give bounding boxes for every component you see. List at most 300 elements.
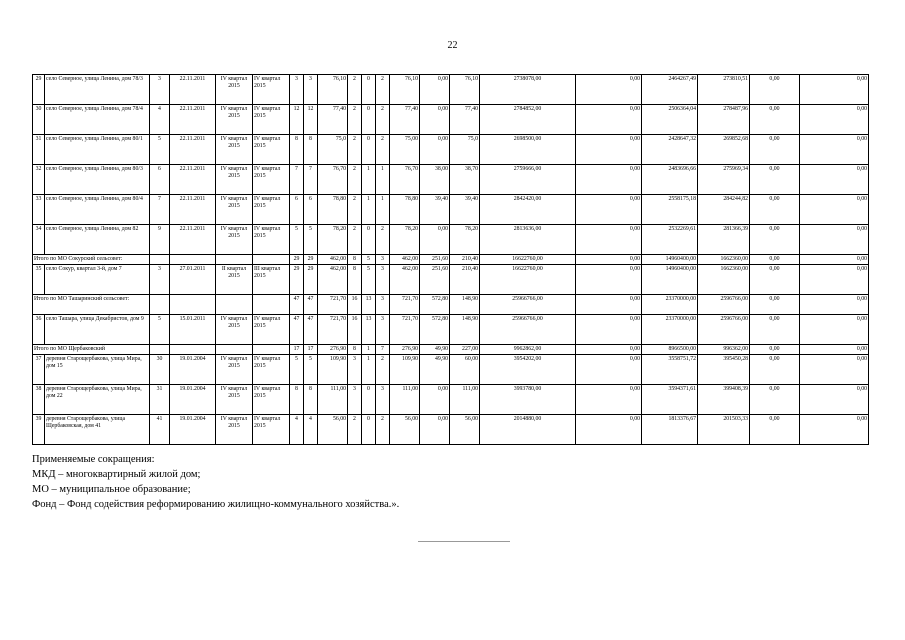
abbreviation-fund: Фонд – Фонд содействия реформированию жилищно-коммунального хозяйства.». bbox=[32, 498, 400, 510]
table-cell: 38 bbox=[33, 385, 45, 415]
subtotal-row bbox=[33, 255, 869, 265]
subtotal-cell: 276,90 bbox=[318, 345, 348, 355]
page-number: 22 bbox=[447, 40, 458, 51]
table-cell: 2738078,00 bbox=[480, 75, 576, 105]
table-cell: 76,10 bbox=[318, 75, 348, 105]
table-cell: деревня Старощербакова, улица Щербаковская, дом 41 bbox=[45, 415, 150, 445]
table-cell: 0,00 bbox=[576, 135, 642, 165]
subtotal-cell: 1 bbox=[362, 345, 376, 355]
table-cell: 109,90 bbox=[390, 355, 420, 385]
table-cell: III квартал 2015 bbox=[253, 265, 290, 295]
table-cell: 22.11.2011 bbox=[170, 135, 216, 165]
empty-cell bbox=[170, 255, 216, 265]
subtotal-label: Итого по МО Щербаковский bbox=[33, 345, 150, 355]
subtotal-cell: 721,70 bbox=[390, 295, 420, 315]
table-cell: 22.11.2011 bbox=[170, 165, 216, 195]
table-cell: 19.01.2004 bbox=[170, 385, 216, 415]
table-cell: 0,00 bbox=[800, 355, 869, 385]
subtotal-cell: 13 bbox=[362, 295, 376, 315]
table-cell: 36 bbox=[33, 315, 45, 345]
table-cell: 210,40 bbox=[450, 265, 480, 295]
table-cell: 14960400,00 bbox=[642, 265, 698, 295]
table-cell: 22.11.2011 bbox=[170, 195, 216, 225]
table-cell: 1662360,00 bbox=[698, 265, 750, 295]
subtotal-label: Итого по МО Ташаринский сельсовет: bbox=[33, 295, 150, 315]
table-cell: 3993780,00 bbox=[480, 385, 576, 415]
table-cell: 56,00 bbox=[450, 415, 480, 445]
table-cell: 2 bbox=[348, 165, 362, 195]
table-cell: 1 bbox=[376, 195, 390, 225]
table-cell: IV квартал 2015 bbox=[216, 385, 253, 415]
subtotal-row bbox=[33, 295, 869, 315]
table-cell: 2 bbox=[376, 355, 390, 385]
subtotal-cell: 251,60 bbox=[420, 255, 450, 265]
table-cell: 2464267,49 bbox=[642, 75, 698, 105]
table-cell: село Северное, улица Ленина, дом 82 bbox=[45, 225, 150, 255]
subtotal-cell: 47 bbox=[304, 295, 318, 315]
table-cell: IV квартал 2015 bbox=[253, 105, 290, 135]
table-cell: 2842420,00 bbox=[480, 195, 576, 225]
table-cell: 39,40 bbox=[420, 195, 450, 225]
table-cell: 5 bbox=[290, 355, 304, 385]
table-cell: 4 bbox=[304, 415, 318, 445]
table-cell: IV квартал 2015 bbox=[253, 355, 290, 385]
table-cell: 12 bbox=[290, 105, 304, 135]
empty-cell bbox=[150, 345, 170, 355]
table-cell: 7 bbox=[304, 165, 318, 195]
table-cell: 2558175,18 bbox=[642, 195, 698, 225]
table-cell: 75,0 bbox=[450, 135, 480, 165]
subtotal-cell: 0,00 bbox=[576, 255, 642, 265]
table-cell: 3 bbox=[150, 75, 170, 105]
table-cell: 77,40 bbox=[390, 105, 420, 135]
table-cell: 1 bbox=[362, 165, 376, 195]
table-cell: IV квартал 2015 bbox=[216, 315, 253, 345]
table-cell: IV квартал 2015 bbox=[216, 105, 253, 135]
table-cell: 22.11.2011 bbox=[170, 75, 216, 105]
table-cell: 0,00 bbox=[576, 105, 642, 135]
table-cell: 5 bbox=[290, 225, 304, 255]
table-cell: 721,70 bbox=[318, 315, 348, 345]
table-cell: IV квартал 2015 bbox=[253, 385, 290, 415]
table-cell: 78,80 bbox=[390, 195, 420, 225]
subtotal-cell: 0,00 bbox=[576, 345, 642, 355]
table-cell: 0,00 bbox=[800, 105, 869, 135]
table-cell: 1813376,67 bbox=[642, 415, 698, 445]
subtotal-cell: 0,00 bbox=[576, 295, 642, 315]
table-cell: 0,00 bbox=[420, 105, 450, 135]
table-cell: 2 bbox=[376, 75, 390, 105]
table-cell: 0,00 bbox=[750, 315, 800, 345]
table-cell: 0 bbox=[362, 135, 376, 165]
table-cell: 32 bbox=[33, 165, 45, 195]
table-cell: 3594371,61 bbox=[642, 385, 698, 415]
table-cell: IV квартал 2015 bbox=[216, 75, 253, 105]
table-cell: 7 bbox=[150, 195, 170, 225]
table-cell: 76,70 bbox=[318, 165, 348, 195]
table-cell: 35 bbox=[33, 265, 45, 295]
table-cell: 0,00 bbox=[750, 165, 800, 195]
table-cell: 9 bbox=[150, 225, 170, 255]
abbreviations-heading: Применяемые сокращения: bbox=[32, 454, 155, 465]
table-cell: 0,00 bbox=[750, 225, 800, 255]
table-cell: 0,00 bbox=[576, 195, 642, 225]
table-cell: 2428647,32 bbox=[642, 135, 698, 165]
table-cell: 7 bbox=[290, 165, 304, 195]
subtotal-cell: 996362,00 bbox=[698, 345, 750, 355]
table-cell: 29 bbox=[33, 75, 45, 105]
table-cell: 2014880,00 bbox=[480, 415, 576, 445]
table-cell: IV квартал 2015 bbox=[253, 225, 290, 255]
table-cell: IV квартал 2015 bbox=[253, 165, 290, 195]
table-cell: село Северное, улица Ленина, дом 80/3 bbox=[45, 165, 150, 195]
empty-cell bbox=[216, 255, 253, 265]
table-cell: II квартал 2015 bbox=[216, 265, 253, 295]
table-cell: 8 bbox=[290, 135, 304, 165]
table-cell: 0 bbox=[362, 385, 376, 415]
abbreviation-mo: МО – муниципальное образование; bbox=[32, 483, 191, 495]
table-cell: деревня Старощербакова, улица Мира, дом 15 bbox=[45, 355, 150, 385]
table-cell: 0,00 bbox=[420, 135, 450, 165]
table-cell: IV квартал 2015 bbox=[216, 415, 253, 445]
table-cell: 8 bbox=[304, 135, 318, 165]
subtotal-cell: 227,00 bbox=[450, 345, 480, 355]
table-cell: 77,40 bbox=[450, 105, 480, 135]
table-cell: 2759666,00 bbox=[480, 165, 576, 195]
subtotal-label: Итого по МО Сокурский сельсовет: bbox=[33, 255, 150, 265]
table-cell: 721,70 bbox=[390, 315, 420, 345]
table-cell: 77,40 bbox=[318, 105, 348, 135]
subtotal-cell: 49,90 bbox=[420, 345, 450, 355]
table-cell: 27.01.2011 bbox=[170, 265, 216, 295]
subtotal-cell: 8 bbox=[348, 255, 362, 265]
table-cell: 0,00 bbox=[750, 105, 800, 135]
empty-cell bbox=[150, 255, 170, 265]
subtotal-cell: 462,00 bbox=[318, 255, 348, 265]
table-cell: 0,00 bbox=[750, 75, 800, 105]
table-cell: 0,00 bbox=[750, 355, 800, 385]
table-cell: 22.11.2011 bbox=[170, 105, 216, 135]
subtotal-cell: 29 bbox=[304, 255, 318, 265]
table-row bbox=[33, 415, 869, 445]
table-row bbox=[33, 195, 869, 225]
table-cell: 3 bbox=[304, 75, 318, 105]
table-cell: 5 bbox=[150, 135, 170, 165]
table-cell: 0,00 bbox=[800, 315, 869, 345]
table-cell: 0,00 bbox=[576, 315, 642, 345]
table-cell: 111,00 bbox=[450, 385, 480, 415]
table-cell: 111,00 bbox=[390, 385, 420, 415]
table-cell: IV квартал 2015 bbox=[216, 165, 253, 195]
table-cell: 0 bbox=[362, 105, 376, 135]
subtotal-cell: 0,00 bbox=[750, 345, 800, 355]
table-cell: село Северное, улица Ленина, дом 80/4 bbox=[45, 195, 150, 225]
table-cell: 0,00 bbox=[420, 415, 450, 445]
table-cell: 1 bbox=[376, 165, 390, 195]
table-cell: 41 bbox=[150, 415, 170, 445]
table-cell: 3558751,72 bbox=[642, 355, 698, 385]
table-row bbox=[33, 355, 869, 385]
table-row bbox=[33, 315, 869, 345]
table-cell: 16 bbox=[348, 315, 362, 345]
subtotal-cell: 23370000,00 bbox=[642, 295, 698, 315]
table-cell: 462,00 bbox=[318, 265, 348, 295]
table-cell: 34 bbox=[33, 225, 45, 255]
table-row bbox=[33, 265, 869, 295]
table-cell: 2 bbox=[376, 135, 390, 165]
table-row bbox=[33, 105, 869, 135]
table-cell: 0,00 bbox=[576, 355, 642, 385]
table-cell: 56,00 bbox=[390, 415, 420, 445]
table-cell: 3 bbox=[348, 385, 362, 415]
subtotal-cell: 0,00 bbox=[750, 255, 800, 265]
table-cell: 30 bbox=[150, 355, 170, 385]
table-cell: 2813636,00 bbox=[480, 225, 576, 255]
table-cell: 2 bbox=[348, 415, 362, 445]
table-cell: IV квартал 2015 bbox=[216, 355, 253, 385]
empty-cell bbox=[253, 345, 290, 355]
table-cell: 2 bbox=[376, 225, 390, 255]
table-cell: 25966766,00 bbox=[480, 315, 576, 345]
subtotal-cell: 0,00 bbox=[800, 255, 869, 265]
table-cell: IV квартал 2015 bbox=[253, 195, 290, 225]
table-cell: 15.01.2011 bbox=[170, 315, 216, 345]
table-cell: 2532269,61 bbox=[642, 225, 698, 255]
table-cell: 8 bbox=[290, 385, 304, 415]
table-cell: IV квартал 2015 bbox=[253, 415, 290, 445]
table-cell: 3 bbox=[348, 355, 362, 385]
table-cell: 19.01.2004 bbox=[170, 355, 216, 385]
table-cell: 30 bbox=[33, 105, 45, 135]
table-cell: 1 bbox=[362, 195, 376, 225]
table-cell: 111,00 bbox=[318, 385, 348, 415]
table-cell: 6 bbox=[150, 165, 170, 195]
table-cell: 0,00 bbox=[800, 415, 869, 445]
table-cell: 0,00 bbox=[576, 225, 642, 255]
table-cell: 148,90 bbox=[450, 315, 480, 345]
table-cell: 78,20 bbox=[450, 225, 480, 255]
subtotal-cell: 572,80 bbox=[420, 295, 450, 315]
table-cell: 29 bbox=[290, 265, 304, 295]
footer-divider bbox=[418, 541, 510, 542]
empty-cell bbox=[170, 295, 216, 315]
table-cell: 3 bbox=[290, 75, 304, 105]
table-row bbox=[33, 385, 869, 415]
table-cell: 23370000,00 bbox=[642, 315, 698, 345]
table-cell: 4 bbox=[150, 105, 170, 135]
subtotal-cell: 8 bbox=[348, 345, 362, 355]
table-cell: 1 bbox=[362, 355, 376, 385]
table-cell: IV квартал 2015 bbox=[253, 135, 290, 165]
subtotal-cell: 29 bbox=[290, 255, 304, 265]
table-cell: 5 bbox=[150, 315, 170, 345]
table-cell: 22.11.2011 bbox=[170, 225, 216, 255]
subtotal-cell: 17 bbox=[304, 345, 318, 355]
table-cell: 76,70 bbox=[390, 165, 420, 195]
table-cell: 0,00 bbox=[576, 75, 642, 105]
subtotal-cell: 2596766,00 bbox=[698, 295, 750, 315]
subtotal-cell: 7 bbox=[376, 345, 390, 355]
table-cell: 2 bbox=[348, 135, 362, 165]
subtotal-cell: 276,90 bbox=[390, 345, 420, 355]
empty-cell bbox=[150, 295, 170, 315]
table-cell: 76,10 bbox=[390, 75, 420, 105]
table-cell: 16622760,00 bbox=[480, 265, 576, 295]
table-cell: 78,20 bbox=[318, 225, 348, 255]
table-cell: 275969,34 bbox=[698, 165, 750, 195]
subtotal-cell: 9962862,00 bbox=[480, 345, 576, 355]
table-cell: 0,00 bbox=[750, 415, 800, 445]
subtotal-cell: 5 bbox=[362, 255, 376, 265]
table-cell: 19.01.2004 bbox=[170, 415, 216, 445]
table-cell: 3 bbox=[376, 265, 390, 295]
subtotal-row bbox=[33, 345, 869, 355]
table-cell: 37 bbox=[33, 355, 45, 385]
table-cell: 395450,28 bbox=[698, 355, 750, 385]
table-cell: 0,00 bbox=[800, 165, 869, 195]
subtotal-cell: 0,00 bbox=[800, 345, 869, 355]
table-cell: 78,20 bbox=[390, 225, 420, 255]
table-cell: 0 bbox=[362, 225, 376, 255]
table-cell: 0,00 bbox=[800, 135, 869, 165]
table-cell: 0,00 bbox=[420, 225, 450, 255]
table-cell: 31 bbox=[150, 385, 170, 415]
table-row bbox=[33, 165, 869, 195]
table-cell: 8 bbox=[348, 265, 362, 295]
empty-cell bbox=[253, 295, 290, 315]
subtotal-cell: 721,70 bbox=[318, 295, 348, 315]
table-cell: 278487,96 bbox=[698, 105, 750, 135]
table-cell: IV квартал 2015 bbox=[253, 75, 290, 105]
table-cell: 13 bbox=[362, 315, 376, 345]
subtotal-cell: 0,00 bbox=[750, 295, 800, 315]
empty-cell bbox=[216, 295, 253, 315]
table-cell: 201503,33 bbox=[698, 415, 750, 445]
table-cell: 33 bbox=[33, 195, 45, 225]
housing-program-table bbox=[32, 74, 869, 445]
subtotal-cell: 17 bbox=[290, 345, 304, 355]
table-cell: 2 bbox=[348, 225, 362, 255]
table-cell: 0,00 bbox=[800, 75, 869, 105]
table-cell: 269852,68 bbox=[698, 135, 750, 165]
table-cell: 0,00 bbox=[576, 415, 642, 445]
table-cell: 6 bbox=[304, 195, 318, 225]
table-cell: 0,00 bbox=[800, 265, 869, 295]
subtotal-cell: 16622760,00 bbox=[480, 255, 576, 265]
subtotal-cell: 0,00 bbox=[800, 295, 869, 315]
table-cell: 0,00 bbox=[420, 385, 450, 415]
table-cell: 2483696,66 bbox=[642, 165, 698, 195]
table-cell: 0,00 bbox=[800, 385, 869, 415]
table-cell: 399408,39 bbox=[698, 385, 750, 415]
table-cell: 2 bbox=[348, 105, 362, 135]
table-cell: 284244,82 bbox=[698, 195, 750, 225]
table-cell: IV квартал 2015 bbox=[216, 225, 253, 255]
subtotal-cell: 1662360,00 bbox=[698, 255, 750, 265]
table-cell: 572,80 bbox=[420, 315, 450, 345]
table-cell: 0,00 bbox=[750, 265, 800, 295]
table-cell: 29 bbox=[304, 265, 318, 295]
table-cell: 38,00 bbox=[420, 165, 450, 195]
subtotal-cell: 462,00 bbox=[390, 255, 420, 265]
table-cell: 49,90 bbox=[420, 355, 450, 385]
table-cell: 3954202,00 bbox=[480, 355, 576, 385]
table-cell: 2698500,00 bbox=[480, 135, 576, 165]
table-cell: 3 bbox=[150, 265, 170, 295]
table-cell: 0 bbox=[362, 415, 376, 445]
table-cell: 462,00 bbox=[390, 265, 420, 295]
table-cell: 38,70 bbox=[450, 165, 480, 195]
table-cell: 60,00 bbox=[450, 355, 480, 385]
table-cell: IV квартал 2015 bbox=[216, 135, 253, 165]
table-cell: 2 bbox=[376, 105, 390, 135]
table-cell: 75,00 bbox=[390, 135, 420, 165]
subtotal-cell: 14960400,00 bbox=[642, 255, 698, 265]
subtotal-cell: 3 bbox=[376, 295, 390, 315]
table-cell: 273810,51 bbox=[698, 75, 750, 105]
table-cell: 0,00 bbox=[576, 385, 642, 415]
table-cell: 5 bbox=[304, 225, 318, 255]
table-cell: 0,00 bbox=[576, 165, 642, 195]
table-cell: 56,00 bbox=[318, 415, 348, 445]
table-cell: 8 bbox=[304, 385, 318, 415]
table-cell: 3 bbox=[376, 385, 390, 415]
table-cell: 2 bbox=[348, 195, 362, 225]
table-cell: село Северное, улица Ленина, дом 80/1 bbox=[45, 135, 150, 165]
table-cell: 31 bbox=[33, 135, 45, 165]
subtotal-cell: 8966500,00 bbox=[642, 345, 698, 355]
subtotal-cell: 3 bbox=[376, 255, 390, 265]
table-cell: село Ташара, улица Декабристов, дом 9 bbox=[45, 315, 150, 345]
table-cell: 2 bbox=[348, 75, 362, 105]
abbreviation-mkd: МКД – многоквартирный жилой дом; bbox=[32, 468, 201, 480]
table-cell: 0,00 bbox=[800, 195, 869, 225]
table-row bbox=[33, 135, 869, 165]
table-cell: 2596766,00 bbox=[698, 315, 750, 345]
table-cell: 0,00 bbox=[800, 225, 869, 255]
subtotal-cell: 148,90 bbox=[450, 295, 480, 315]
empty-cell bbox=[170, 345, 216, 355]
subtotal-cell: 210,40 bbox=[450, 255, 480, 265]
table-cell: 0,00 bbox=[576, 265, 642, 295]
table-cell: село Сокур, квартал 3-й, дом 7 bbox=[45, 265, 150, 295]
table-cell: 281366,39 bbox=[698, 225, 750, 255]
empty-cell bbox=[253, 255, 290, 265]
subtotal-cell: 16 bbox=[348, 295, 362, 315]
table-cell: 12 bbox=[304, 105, 318, 135]
subtotal-cell: 47 bbox=[290, 295, 304, 315]
table-cell: 0,00 bbox=[750, 385, 800, 415]
empty-cell bbox=[216, 345, 253, 355]
table-cell: 78,80 bbox=[318, 195, 348, 225]
table-cell: 47 bbox=[290, 315, 304, 345]
table-cell: 0 bbox=[362, 75, 376, 105]
table-cell: 76,10 bbox=[450, 75, 480, 105]
table-cell: 2784852,00 bbox=[480, 105, 576, 135]
subtotal-cell: 25966766,00 bbox=[480, 295, 576, 315]
table-cell: 109,90 bbox=[318, 355, 348, 385]
table-row bbox=[33, 225, 869, 255]
table-cell: 47 bbox=[304, 315, 318, 345]
table-cell: село Северное, улица Ленина, дом 78/4 bbox=[45, 105, 150, 135]
table-cell: IV квартал 2015 bbox=[253, 315, 290, 345]
table-cell: 2 bbox=[376, 415, 390, 445]
table-cell: IV квартал 2015 bbox=[216, 195, 253, 225]
table-cell: 4 bbox=[290, 415, 304, 445]
table-cell: 5 bbox=[362, 265, 376, 295]
table-cell: 39 bbox=[33, 415, 45, 445]
abbreviations-block bbox=[32, 453, 399, 513]
